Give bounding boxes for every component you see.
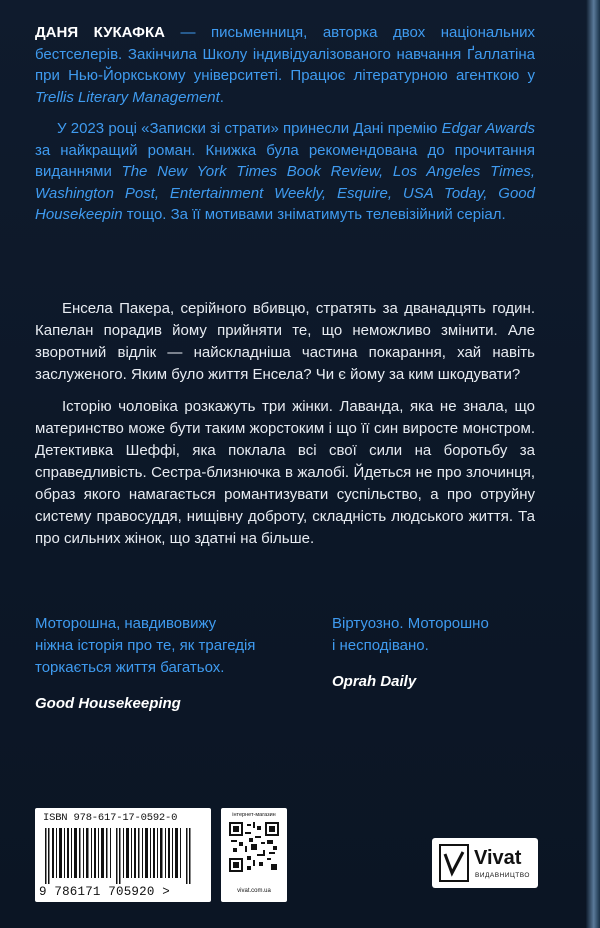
blurb-source: Good Housekeeping (35, 695, 181, 712)
publisher-logo (432, 838, 538, 888)
blurb-source: Oprah Daily (332, 673, 417, 690)
store-url: vivat.com.ua (237, 888, 271, 894)
description-paragraph-1: Енсела Пакера, серійного вбивцю, стратять за дванадцять годин. Капелан порадив йому прийняти те, що неможливо змінити. Але зворотний відлік — найскладніша частина покарання, хай навіть заслуженого. Яким було життя Енсела? Чи є йому за ким шкодувати? (35, 300, 535, 383)
blurb-good-housekeeping (35, 613, 295, 715)
description-paragraph-2: Історію чоловіка розкажуть три жінки. Лаванда, яка не знала, що материнство може бути таким жорстоким і що її син виросте монстром. Детективка Шеффі, яка поклала всі свої сили на боротьбу за справедливість. Сестра-близнючка в жалобі. Йдеться не про злочинця, образ якого намагається романтизувати суспільство, а про отруйну систему правосуддя, нищівну доброту, складність людського життя. Та про сильних жінок, що здатні на більше. (35, 398, 535, 547)
publisher-subtitle: ВИДАВНИЦТВО (475, 872, 530, 879)
blurb-text: Віртуозно. Моторошно і несподівано. (332, 615, 489, 654)
outlet-list: The New York Times Book Review, Los Angeles Times, Washington Post, Entertainment Weekly, Esquire, USA Today, Good Housekeepin (35, 163, 535, 223)
blurb-oprah-daily (332, 613, 532, 693)
agency-name: Trellis Literary Management (35, 88, 220, 106)
vivat-logo-icon (439, 844, 469, 882)
bio-paragraph-1: ДАНЯ КУКАФКА — письменниця, авторка двох національних бестселерів. Закінчила Школу індивідуалізованого навчання Ґаллатіна при Нью-Йоркському університеті. Працює літературною агенткою у Trellis Literary Management. (35, 24, 535, 106)
isbn-label: ISBN 978-617-17-0592-0 (43, 812, 178, 824)
publisher-name: Vivat (474, 847, 522, 869)
blurb-text: Моторошна, навдивовижу ніжна історія про те, як трагедія торкається життя багатьох. (35, 615, 256, 676)
qr-code-block (221, 808, 287, 902)
qr-label: інтернет-магазин (232, 812, 276, 818)
isbn-barcode-block (35, 808, 211, 902)
book-description (35, 298, 535, 550)
author-name: ДАНЯ КУКАФКА (35, 24, 165, 41)
award-name: Edgar Awards (441, 120, 535, 137)
bio-paragraph-2: У 2023 році «Записки зі страти» принесли Дані премію Edgar Awards за найкращий роман. Книжка була рекомендована до прочитання виданнями The New York Times Book Review, Los Angeles Times, Washington Post, Entertainment Weekly, Esquire, USA Today, Good Housekeepin тощо. За її мотивами зніматимуть телевізійний серіал. (35, 120, 535, 223)
barcode-digits: 9 786171 705920 > (39, 885, 170, 899)
qr-code-icon[interactable] (229, 822, 279, 872)
spine-edge (586, 0, 600, 928)
author-bio (35, 22, 535, 226)
barcode-icon (45, 828, 195, 884)
